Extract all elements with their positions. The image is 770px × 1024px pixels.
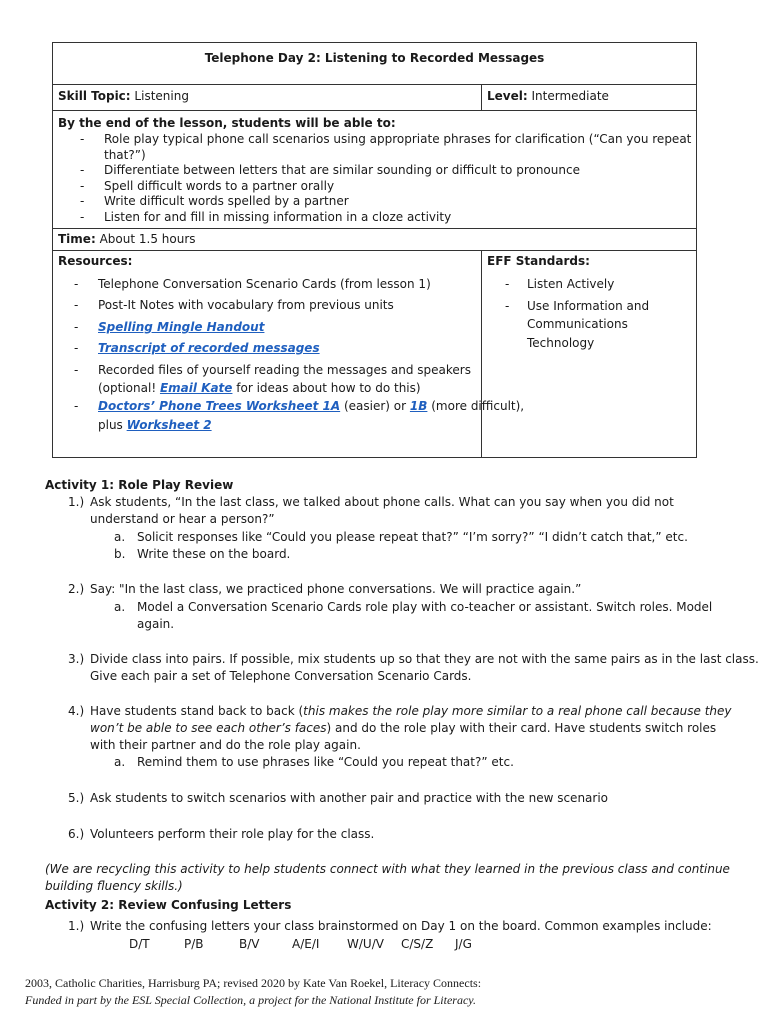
letter-pair: C/S/Z <box>401 937 434 951</box>
time-label: Time: <box>58 232 96 246</box>
step-text: Ask students, “In the last class, we talked about phone calls. What can you say when you did not <box>90 495 674 509</box>
substep-text: Model a Conversation Scenario Cards role play with co-teacher or assistant. Switch roles. Model <box>137 600 713 614</box>
step-text-part: Have students stand back to back ( <box>90 704 304 718</box>
bullet-dash: - <box>74 399 79 413</box>
bullet-dash: - <box>74 298 79 312</box>
spelling-mingle-link[interactable]: Spelling Mingle Handout <box>98 320 265 334</box>
transcript-link[interactable]: Transcript of recorded messages <box>98 341 320 355</box>
eff-item-cont: Communications <box>527 317 628 331</box>
step-text: Ask students to switch scenarios with another pair and practice with the new scenario <box>90 791 609 805</box>
eff-item: Listen Actively <box>527 277 615 291</box>
substep-text: Remind them to use phrases like “Could you repeat that?” etc. <box>137 755 514 769</box>
time-row <box>58 231 196 247</box>
resource-item <box>98 398 524 414</box>
worksheet-1a-link[interactable]: Doctors’ Phone Trees Worksheet 1A <box>98 399 341 413</box>
activity1-heading: Activity 1: Role Play Review <box>45 478 234 492</box>
resource-text: (optional! <box>98 381 157 395</box>
footer-funding: Funded in part by the ESL Special Collection, a project for the National Institute for Literacy. <box>25 993 476 1007</box>
skill-topic-value: Listening <box>134 89 189 103</box>
activity-note: (We are recycling this activity to help students connect with what they learned in the previous class and continue <box>45 862 730 876</box>
worksheet-1b-link[interactable]: 1B <box>409 399 428 413</box>
step-number: 2.) <box>68 582 85 596</box>
objective-item-cont: that?”) <box>104 148 146 162</box>
step-number: 1.) <box>68 495 85 509</box>
letter-pair: P/B <box>184 937 204 951</box>
bullet-dash: - <box>80 132 85 146</box>
objective-item: Differentiate between letters that are similar sounding or difficult to pronounce <box>104 163 580 177</box>
substep-label: a. <box>114 530 126 544</box>
resources-heading: Resources: <box>58 254 133 268</box>
skill-topic <box>58 88 189 104</box>
step-text-cont <box>90 720 716 736</box>
step-text: Write the confusing letters your class brainstormed on Day 1 on the board. Common examples include: <box>90 919 712 933</box>
objective-item: Role play typical phone call scenarios using appropriate phrases for clarification (“Can you repeat <box>104 132 692 146</box>
substep-label: a. <box>114 755 126 769</box>
activity2-heading: Activity 2: Review Confusing Letters <box>45 898 292 912</box>
substep-text-cont: again. <box>137 617 175 631</box>
footer-credit: 2003, Catholic Charities, Harrisburg PA; revised 2020 by Kate Van Roekel, Literacy Connects: <box>25 976 482 990</box>
page-title: Telephone Day 2: Listening to Recorded Messages <box>204 51 545 65</box>
eff-heading: EFF Standards: <box>487 254 590 268</box>
step-text <box>90 703 732 719</box>
resource-text: for ideas about how to do this) <box>236 381 421 395</box>
resource-item: Recorded files of yourself reading the messages and speakers <box>98 363 471 377</box>
bullet-dash: - <box>80 210 85 224</box>
bullet-dash: - <box>80 163 85 177</box>
table-divider <box>52 110 697 111</box>
level-label: Level: <box>487 89 528 103</box>
letter-pair: J/G <box>455 937 472 951</box>
step-text-italic: won’t be able to see each other’s faces <box>90 721 327 735</box>
bullet-dash: - <box>74 341 79 355</box>
step-text-italic: this makes the role play more similar to a real phone call because they <box>303 704 732 718</box>
bullet-dash: - <box>74 277 79 291</box>
resource-item: Post-It Notes with vocabulary from previous units <box>98 298 394 312</box>
eff-item: Use Information and <box>527 299 650 313</box>
table-divider <box>52 250 697 251</box>
bullet-dash: - <box>505 277 510 291</box>
level-value: Intermediate <box>531 89 609 103</box>
resource-item-cont <box>98 417 212 433</box>
objective-item: Write difficult words spelled by a partner <box>104 194 349 208</box>
bullet-dash: - <box>74 363 79 377</box>
substep-text: Write these on the board. <box>137 547 291 561</box>
time-value: About 1.5 hours <box>99 232 196 246</box>
bullet-dash: - <box>505 299 510 313</box>
substep-label: a. <box>114 600 126 614</box>
letter-pair: A/E/I <box>292 937 320 951</box>
resource-text: (more difficult), <box>431 399 525 413</box>
step-text-cont: understand or hear a person?” <box>90 512 275 526</box>
table-divider <box>481 84 482 110</box>
step-number: 5.) <box>68 791 85 805</box>
letter-pair: W/U/V <box>347 937 384 951</box>
skill-topic-label: Skill Topic: <box>58 89 131 103</box>
eff-item-cont: Technology <box>527 336 595 350</box>
step-text: Divide class into pairs. If possible, mix students up so that they are not with the same pairs as in the last class. <box>90 652 759 666</box>
activity-note-cont: building fluency skills.) <box>45 879 183 893</box>
substep-label: b. <box>114 547 126 561</box>
bullet-dash: - <box>74 320 79 334</box>
substep-text: Solicit responses like “Could you please repeat that?” “I’m sorry?” “I didn’t catch that,” etc. <box>137 530 688 544</box>
email-kate-link[interactable]: Email Kate <box>159 381 233 395</box>
bullet-dash: - <box>80 179 85 193</box>
objective-item: Spell difficult words to a partner orally <box>104 179 335 193</box>
step-text-cont: with their partner and do the role play again. <box>90 738 361 752</box>
resource-text: plus <box>98 418 123 432</box>
table-divider <box>481 250 482 458</box>
resource-item-cont <box>98 380 421 396</box>
bullet-dash: - <box>80 194 85 208</box>
worksheet-2-link[interactable]: Worksheet 2 <box>126 418 212 432</box>
objective-item: Listen for and fill in missing information in a cloze activity <box>104 210 452 224</box>
table-divider <box>52 228 697 229</box>
resource-item: Telephone Conversation Scenario Cards (from lesson 1) <box>98 277 431 291</box>
level <box>487 88 609 104</box>
step-text: Volunteers perform their role play for the class. <box>90 827 375 841</box>
step-number: 3.) <box>68 652 85 666</box>
objectives-heading: By the end of the lesson, students will be able to: <box>58 116 396 130</box>
step-text-part: ) and do the role play with their card. Have students switch roles <box>326 721 717 735</box>
step-number: 4.) <box>68 704 85 718</box>
step-text-cont: Give each pair a set of Telephone Conversation Scenario Cards. <box>90 669 472 683</box>
table-divider <box>52 84 697 85</box>
step-number: 6.) <box>68 827 85 841</box>
step-number: 1.) <box>68 919 85 933</box>
resource-text: (easier) or <box>343 399 407 413</box>
step-text: Say: "In the last class, we practiced phone conversations. We will practice again.” <box>90 582 582 596</box>
letter-pair: D/T <box>129 937 150 951</box>
letter-pair: B/V <box>239 937 260 951</box>
